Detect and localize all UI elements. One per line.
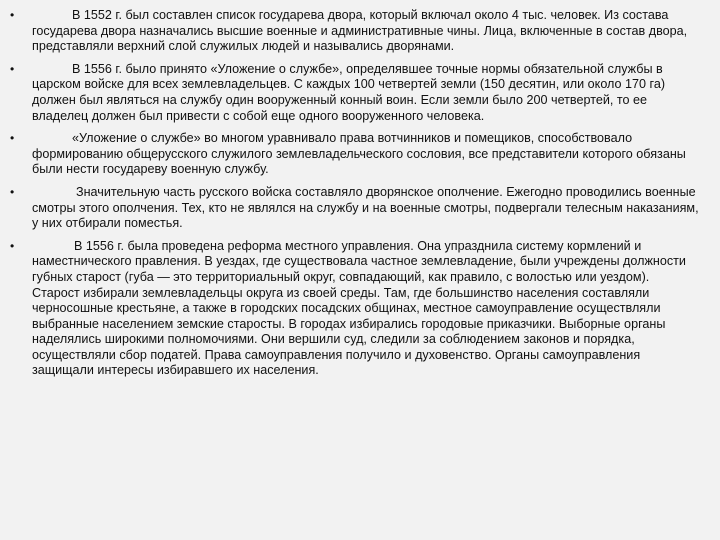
paragraph-text: В 1556 г. была проведена реформа местного управления. Она упразднила систему кормлений и наместнического правления. В уездах, где существовала частное землевладение, были учреждены должности губных старост (губа — это территориальный округ, совпадающий, как правило, с волостью или уездом). Старост избирали землевладельцы округа из своей среды. Там, где большинство населения составляли черносошные крестьяне, а также в городских посадских общинах, местное самоуправление осуществляли выбранные населением земские старосты. В городах избирались городовые приказчики. Выборные органы наделялись широкими полномочиями. Они вершили суд, следили за соблюдением законов и порядка, осуществляли сбор податей. Права самоуправления получило и духовенство. Органы самоуправления защищали интересы избиравшего их населения. [32, 238, 686, 378]
bullet-list [10, 8, 700, 386]
paragraph-text: Значительную часть русского войска составляло дворянское ополчение. Ежегодно проводились военные смотры этого ополчения. Тех, кто не являлся на службу и на военные смотры, подвергали телесным наказаниям, у них отбирали поместья. [32, 184, 699, 231]
list-item [10, 62, 700, 124]
paragraph-text: «Уложение о службе» во многом уравнивало права вотчинников и помещиков, способствовало формированию общерусского служилого землевладельческого сословия, все представители которого обязаны были нести государеву военную службу. [32, 131, 686, 177]
bullet-icon: • [10, 61, 15, 76]
bullet-icon: • [10, 238, 15, 253]
list-item [10, 8, 700, 55]
bullet-icon: • [10, 8, 15, 22]
list-item [10, 239, 700, 379]
list-item [10, 131, 700, 178]
paragraph-text: В 1552 г. был составлен список государева двора, который включал около 4 тыс. человек. Из состава государева двора назначались высшие военные и административные чины. Лица, включенные в состав двора, представляли верхний слой служилых людей и назывались дворянами. [32, 8, 688, 54]
list-item [10, 185, 700, 232]
bullet-icon: • [10, 184, 15, 199]
paragraph-text: В 1556 г. было принято «Уложение о службе», определявшее точные нормы обязательной службы в царском войске для всех землевладельцев. С каждых 100 четвертей земли (150 десятин, или около 170 га) должен был являться на службу один вооруженный конный воин. Если земли было 200 четвертей, то ее владелец должен был привести с собой еще одного вооруженного человека. [32, 61, 666, 123]
bullet-icon: • [10, 131, 15, 146]
